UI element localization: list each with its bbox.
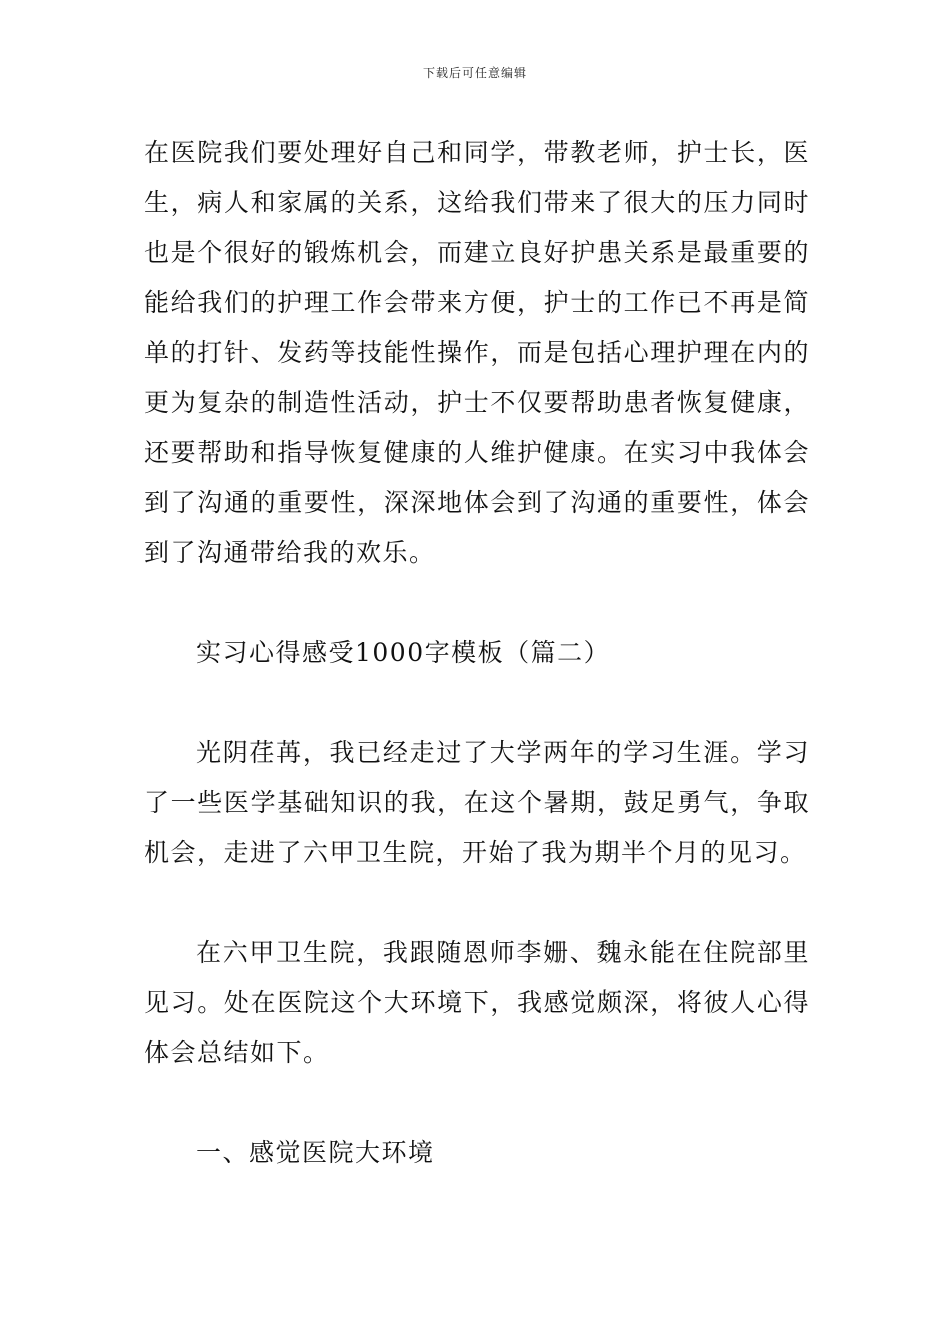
paragraph-2: 光阴荏苒，我已经走过了大学两年的学习生涯。学习了一些医学基础知识的我，在这个暑期，鼓足勇气，争取机会，走进了六甲卫生院，开始了我为期半个月的见习。 <box>144 738 810 867</box>
paragraph-gap <box>144 678 810 728</box>
paragraph-gap <box>144 1078 810 1128</box>
subheading: 一、感觉医院大环境 <box>196 1138 435 1167</box>
paragraph-gap <box>144 578 810 628</box>
section-title: 实习心得感受1000字模板（篇二） <box>196 638 611 667</box>
paragraph-gap <box>144 878 810 928</box>
document-body <box>144 128 810 1178</box>
header-note: 下载后可任意编辑 <box>422 66 527 80</box>
paragraph-3: 在六甲卫生院，我跟随恩师李姗、魏永能在住院部里见习。处在医院这个大环境下，我感觉颇深，将彼人心得体会总结如下。 <box>144 938 810 1067</box>
paragraph-1: 在医院我们要处理好自己和同学，带教老师，护士长，医生，病人和家属的关系，这给我们带来了很大的压力同时也是个很好的锻炼机会，而建立良好护患关系是最重要的能给我们的护理工作会带来方便，护士的工作已不再是简单的打针、发药等技能性操作，而是包括心理护理在内的更为复杂的制造性活动，护士不仅要帮助患者恢复健康，还要帮助和指导恢复健康的人维护健康。在实习中我体会到了沟通的重要性，深深地体会到了沟通的重要性，体会到了沟通带给我的欢乐。 <box>144 138 810 567</box>
